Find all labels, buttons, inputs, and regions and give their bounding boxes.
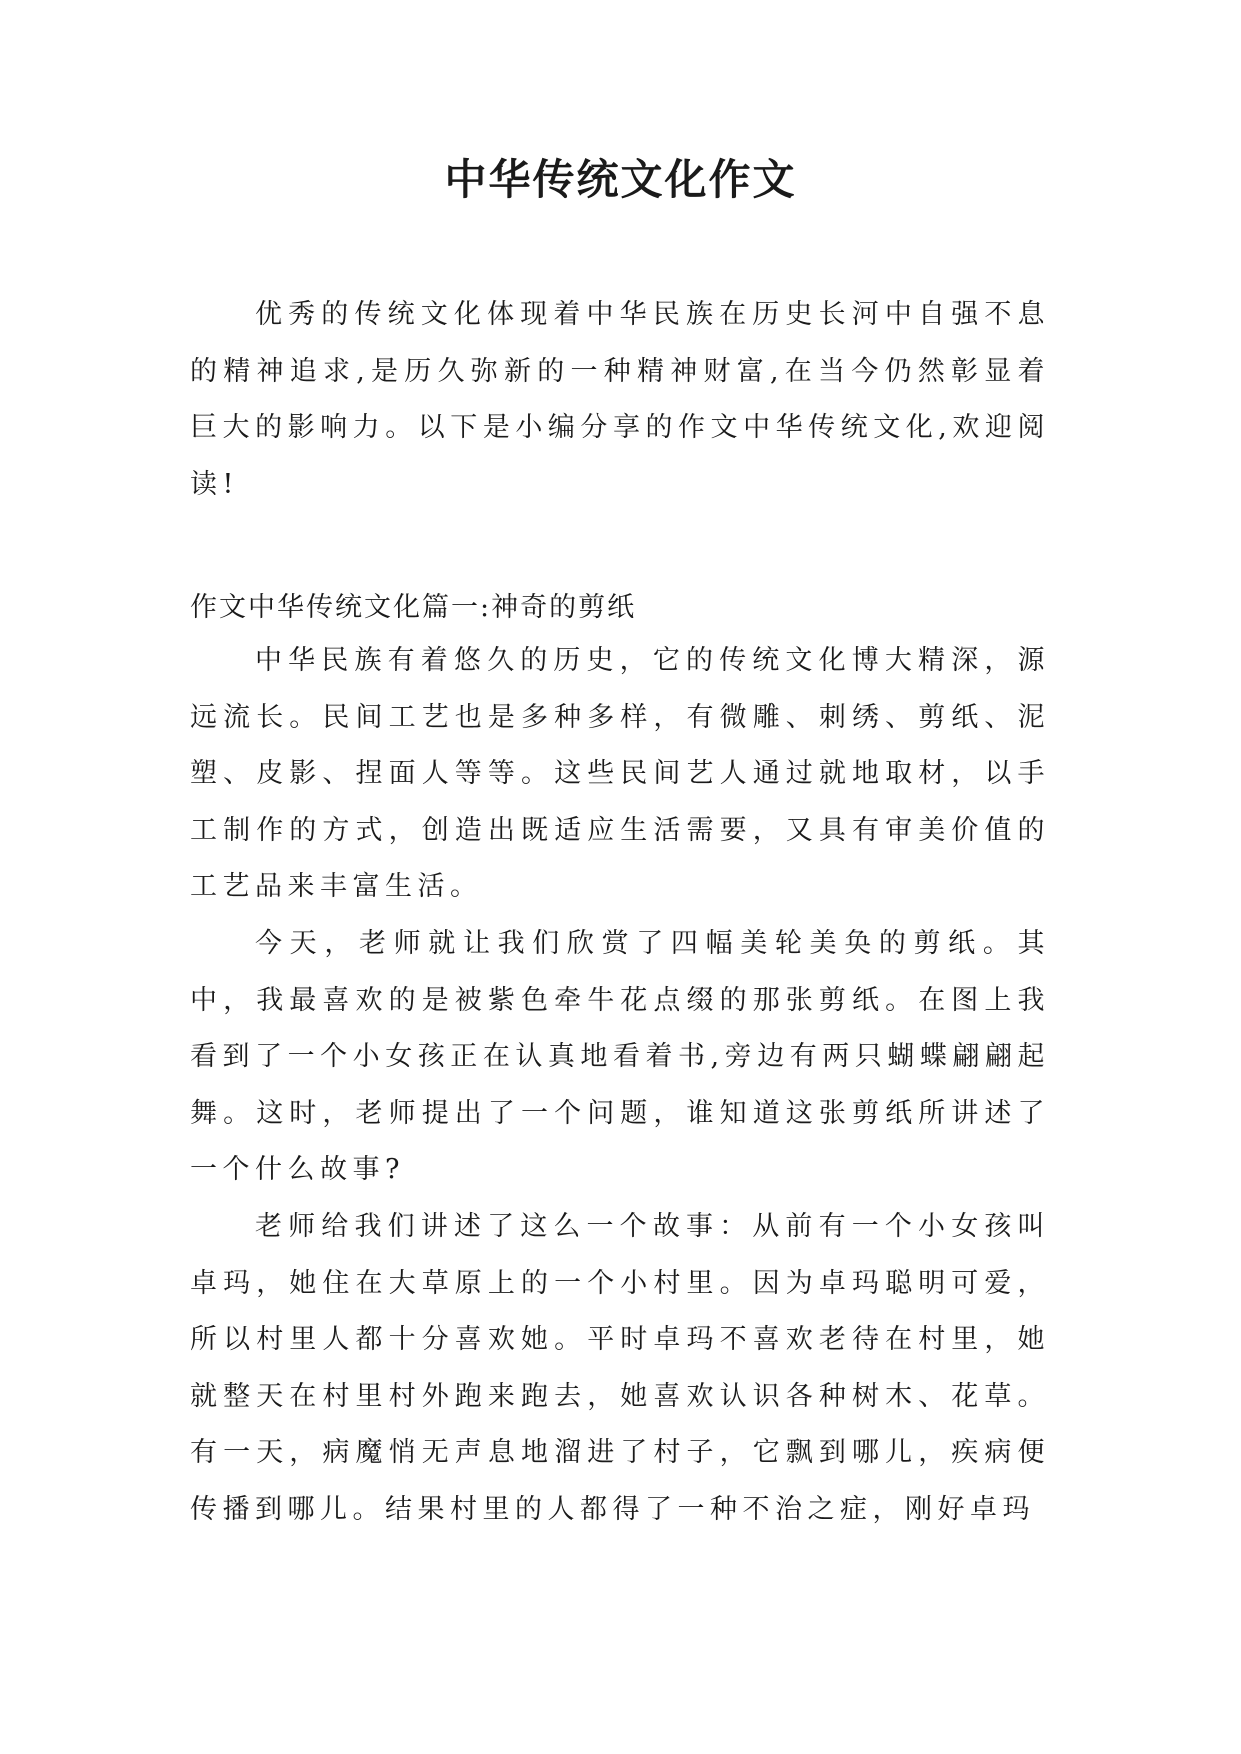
body-paragraph: 老师给我们讲述了这么一个故事：从前有一个小女孩叫卓玛，她住在大草原上的一个小村里。因为卓玛聪明可爱，所以村里人都十分喜欢她。平时卓玛不喜欢老待在村里，她就整天在村里村外跑来跑去，她喜欢认识各种树木、花草。有一天，病魔悄无声息地溜进了村子，它飘到哪儿，疾病便传播到哪儿。结果村里的人都得了一种不治之症，刚好卓玛 xyxy=(190,1211,1050,1525)
body-paragraph: 今天，老师就让我们欣赏了四幅美轮美奂的剪纸。其中，我最喜欢的是被紫色牵牛花点缀的那张剪纸。在图上我看到了一个小女孩正在认真地看着书,旁边有两只蝴蝶翩翩起舞。这时，老师提出了一个问题，谁知道这张剪纸所讲述了一个什么故事? xyxy=(190,928,1050,1185)
document-title: 中华传统文化作文 xyxy=(444,155,797,204)
body-paragraph: 中华民族有着悠久的历史，它的传统文化博大精深，源远流长。民间工艺也是多种多样，有微雕、刺绣、剪纸、泥塑、皮影、捏面人等等。这些民间艺人通过就地取材，以手工制作的方式，创造出既适应生活需要，又具有审美价值的工艺品来丰富生活。 xyxy=(190,645,1050,902)
intro-paragraph: 优秀的传统文化体现着中华民族在历史长河中自强不息的精神追求,是历久弥新的一种精神财富,在当今仍然彰显着巨大的影响力。以下是小编分享的作文中华传统文化,欢迎阅读! xyxy=(190,299,1050,500)
section-heading: 作文中华传统文化篇一:神奇的剪纸 xyxy=(190,592,637,623)
